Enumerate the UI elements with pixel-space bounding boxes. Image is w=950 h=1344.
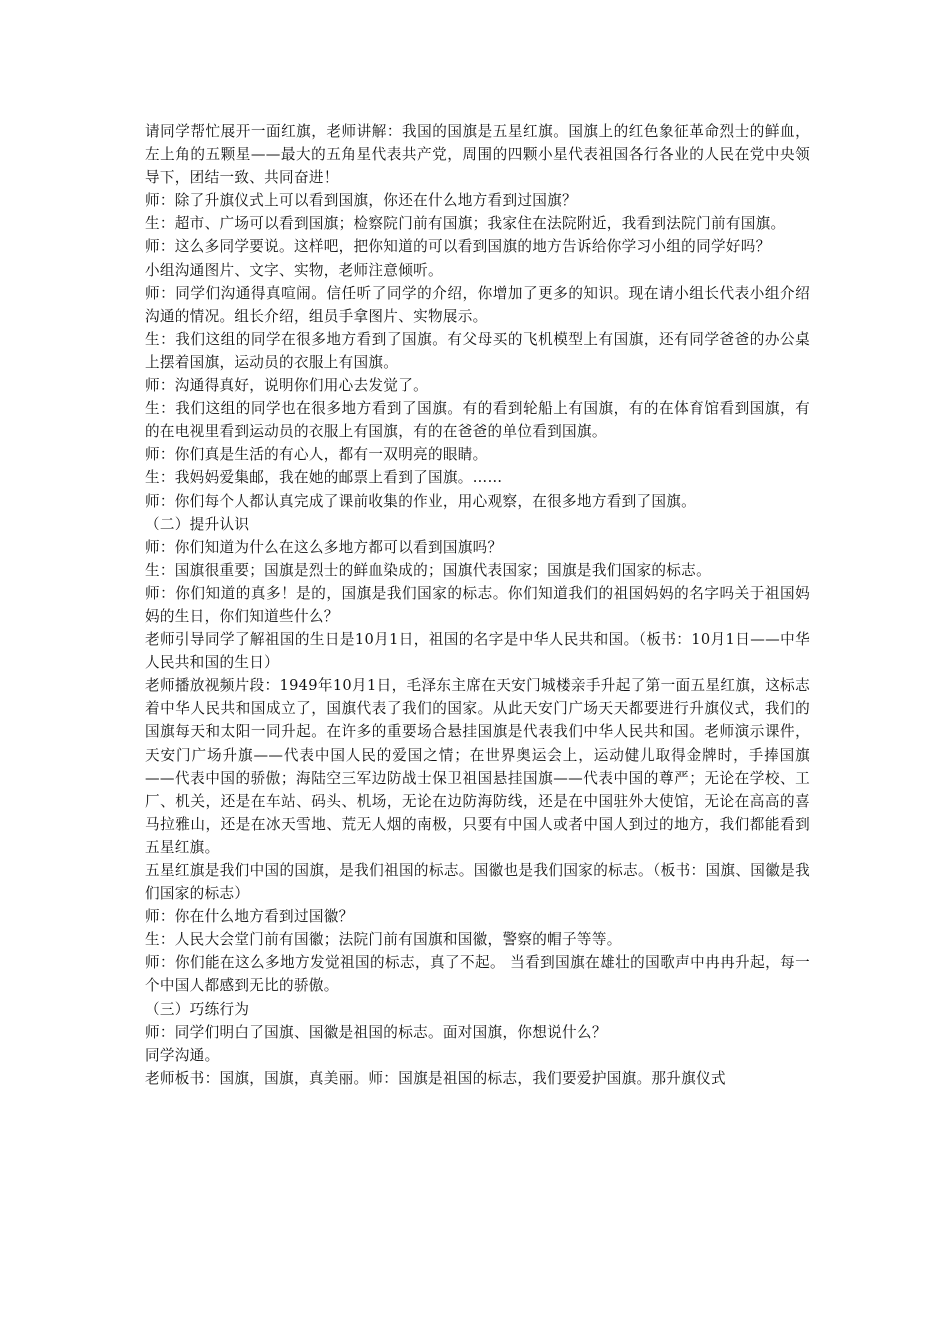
paragraph: 老师引导同学了解祖国的生日是10月1日，祖国的名字是中华人民共和国。（板书：10月1日——中华人民共和国的生日） [145, 631, 810, 672]
paragraph: 师：你在什么地方看到过国徽？ [145, 908, 354, 926]
paragraph: 生：国旗很重要；国旗是烈士的鲜血染成的；国旗代表国家；国旗是我们国家的标志。 [145, 561, 711, 579]
paragraph: 师：沟通得真好，说明你们用心去发觉了。 [145, 377, 428, 395]
paragraph: 师：你们能在这么多地方发觉祖国的标志，真了不起。 当看到国旗在雄壮的国歌声中冉冉升起，每一个中国人都感到无比的骄傲。 [145, 954, 810, 995]
paragraph: 生：人民大会堂门前有国徽；法院门前有国旗和国徽，警察的帽子等等。 [145, 931, 622, 949]
paragraph: 老师板书：国旗，国旗，真美丽。师：国旗是祖国的标志，我们要爱护国旗。那升旗仪式 [145, 1069, 726, 1087]
paragraph: 生：我妈妈爱集邮，我在她的邮票上看到了国旗。…… [145, 469, 503, 487]
document-body [145, 120, 810, 1090]
paragraph: 同学沟通。 [145, 1046, 220, 1064]
paragraph: 老师播放视频片段：1949年10月1日，毛泽东主席在天安门城楼亲手升起了第一面五星红旗，这标志着中华人民共和国成立了，国旗代表了我们的国家。从此天安门广场天天都要进行升旗仪式，我们的国旗每天和太阳一同升起。在许多的重要场合悬挂国旗是代表我们中华人民共和国。老师演示课件，天安门广场升旗——代表中国人民的爱国之情；在世界奥运会上，运动健儿取得金牌时，手捧国旗——代表中国的骄傲；海陆空三军边防战士保卫祖国悬挂国旗——代表中国的尊严；无论在学校、工厂、机关，还是在车站、码头、机场，无论在边防海防线，还是在中国驻外大使馆，无论在高高的喜马拉雅山，还是在冰天雪地、荒无人烟的南极，只要有中国人或者中国人到过的地方，我们都能看到五星红旗。 [145, 677, 810, 856]
paragraph: 生：我们这组的同学在很多地方看到了国旗。有父母买的飞机模型上有国旗，还有同学爸爸的办公桌上摆着国旗，运动员的衣服上有国旗。 [145, 330, 810, 371]
paragraph: 请同学帮忙展开一面红旗，老师讲解：我国的国旗是五星红旗。国旗上的红色象征革命烈士的鲜血，左上角的五颗星——最大的五角星代表共产党，周围的四颗小星代表祖国各行各业的人民在党中央领导下，团结一致、共同奋进！ [145, 123, 810, 187]
paragraph: 生：我们这组的同学也在很多地方看到了国旗。有的看到轮船上有国旗，有的在体育馆看到国旗，有的在电视里看到运动员的衣服上有国旗，有的在爸爸的单位看到国旗。 [145, 400, 810, 441]
paragraph: 师：你们每个人都认真完成了课前收集的作业，用心观察，在很多地方看到了国旗。 [145, 492, 697, 510]
paragraph: 师：除了升旗仪式上可以看到国旗，你还在什么地方看到过国旗？ [145, 192, 577, 210]
paragraph: 师：这么多同学要说。这样吧，把你知道的可以看到国旗的地方告诉给你学习小组的同学好吗？ [145, 238, 771, 256]
paragraph: 五星红旗是我们中国的国旗，是我们祖国的标志。国徽也是我们国家的标志。（板书：国旗、国徽是我们国家的标志） [145, 862, 810, 903]
section-heading: （二）提升认识 [145, 515, 250, 533]
paragraph: 生：超市、广场可以看到国旗；检察院门前有国旗；我家住在法院附近，我看到法院门前有国旗。 [145, 215, 786, 233]
section-heading: （三）巧练行为 [145, 1000, 250, 1018]
paragraph: 小组沟通图片、文字、实物，老师注意倾听。 [145, 261, 443, 279]
paragraph: 师：同学们明白了国旗、国徽是祖国的标志。面对国旗，你想说什么？ [145, 1023, 607, 1041]
paragraph: 师：同学们沟通得真喧闹。信任听了同学的介绍，你增加了更多的知识。现在请小组长代表小组介绍沟通的情况。组长介绍，组员手拿图片、实物展示。 [145, 284, 810, 325]
paragraph: 师：你们真是生活的有心人，都有一双明亮的眼睛。 [145, 446, 488, 464]
paragraph: 师：你们知道为什么在这么多地方都可以看到国旗吗？ [145, 538, 503, 556]
paragraph: 师：你们知道的真多！是的，国旗是我们国家的标志。你们知道我们的祖国妈妈的名字吗关于祖国妈妈的生日，你们知道些什么？ [145, 584, 810, 625]
